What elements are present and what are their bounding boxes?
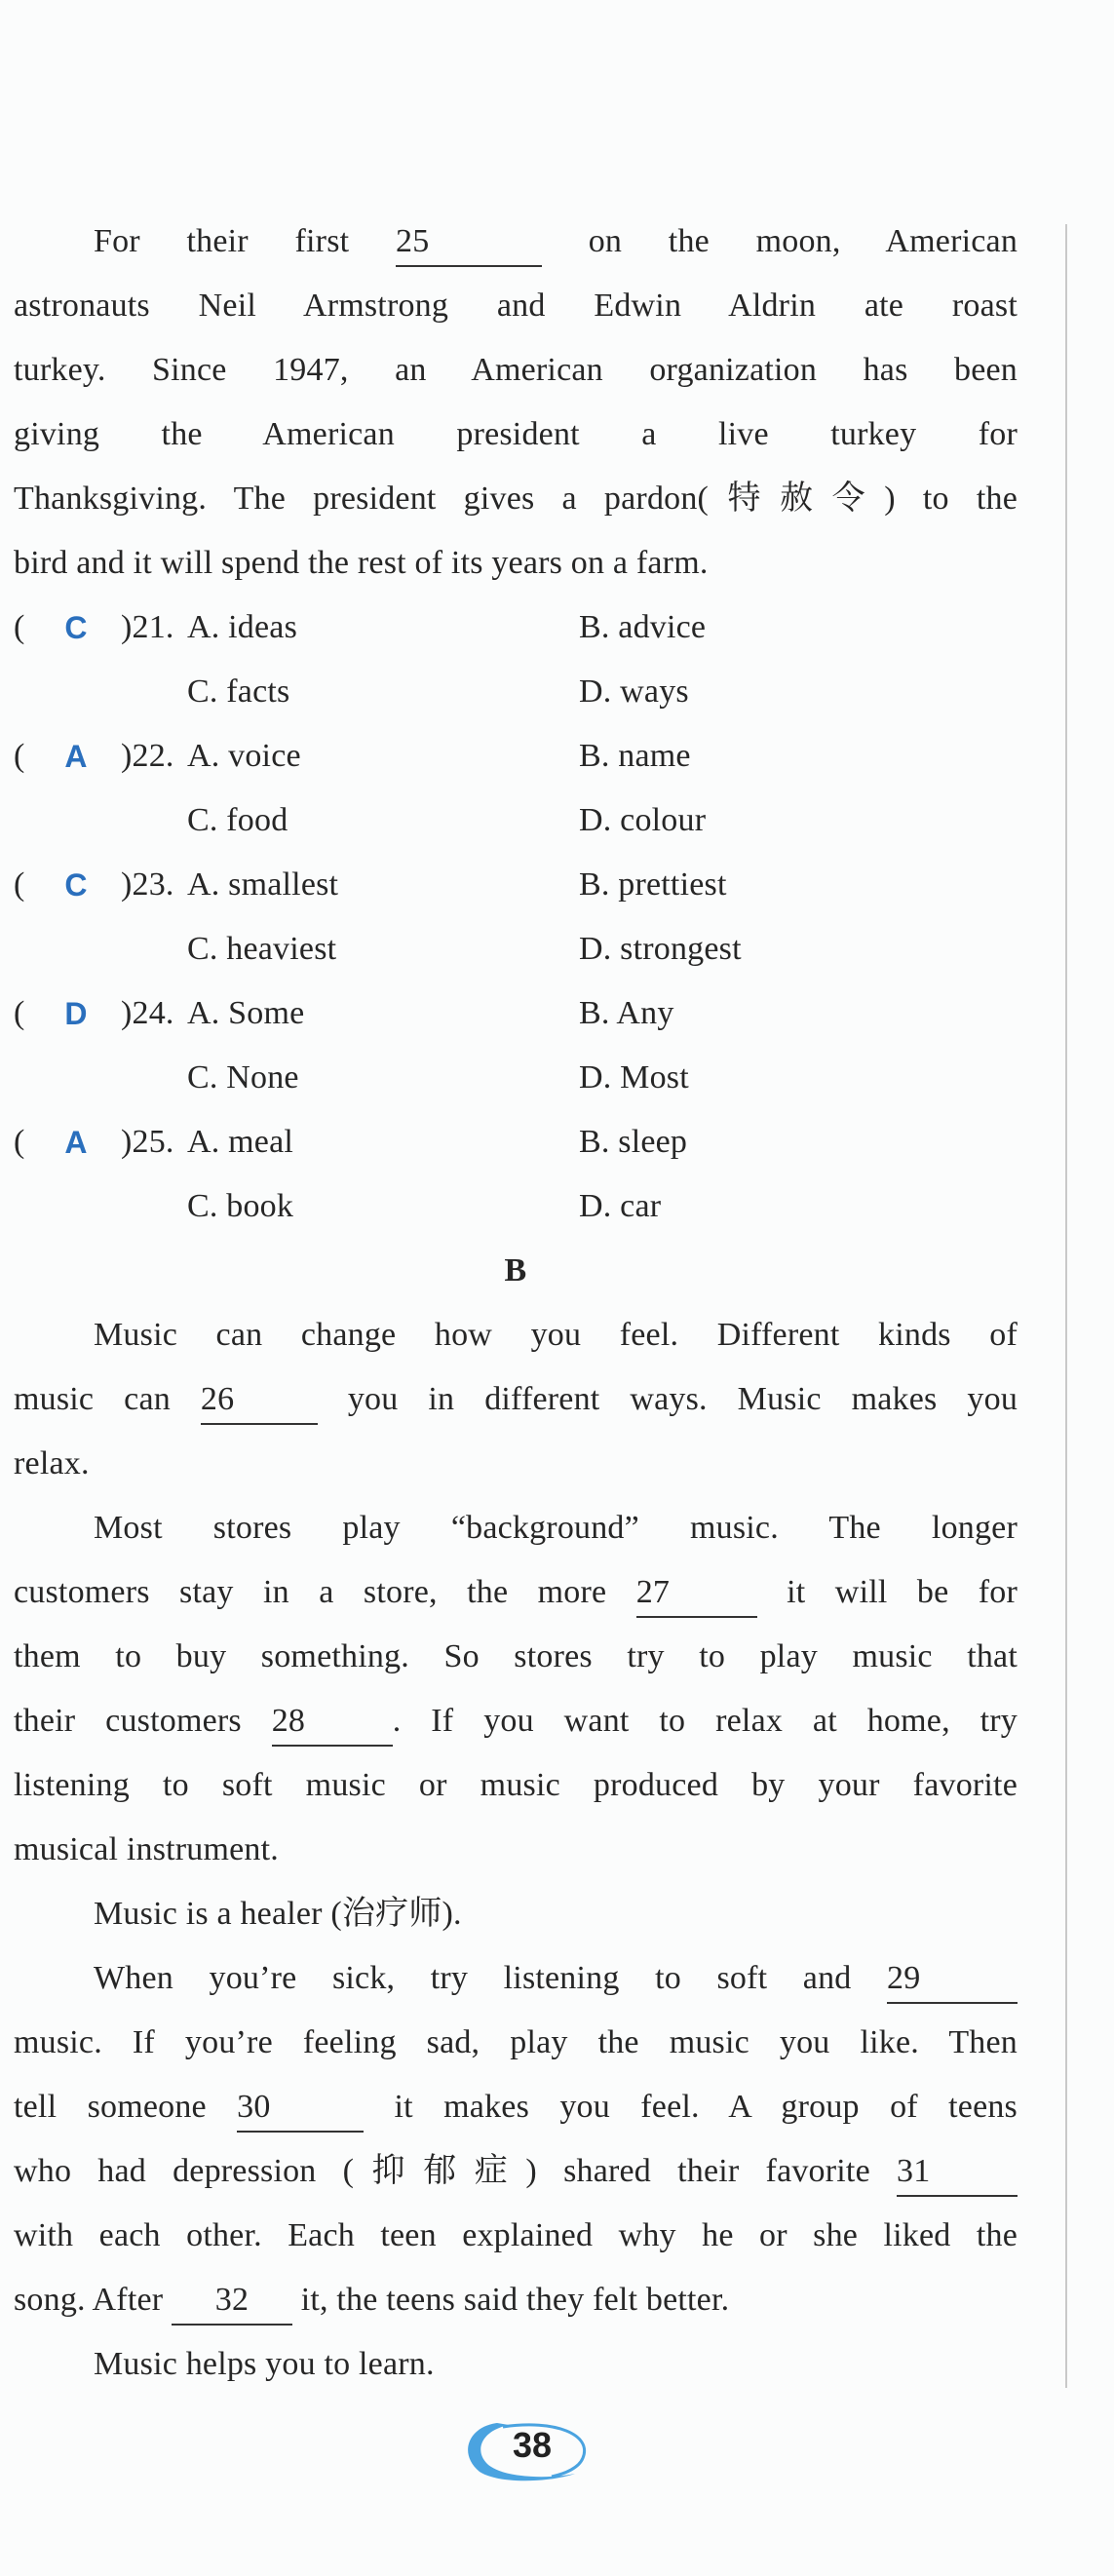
answer-mark: D bbox=[64, 996, 88, 1031]
option-d[interactable]: D. car bbox=[579, 1188, 662, 1224]
answer-mark: C bbox=[64, 610, 88, 645]
paragraph-line: music can 26 you in different ways. Music makes you bbox=[14, 1367, 1018, 1432]
passage-b bbox=[14, 1239, 1018, 2397]
blank-25[interactable]: 25 bbox=[396, 220, 542, 267]
option-c[interactable]: C. heaviest bbox=[187, 931, 337, 967]
option-a[interactable]: A. meal bbox=[187, 1124, 294, 1160]
question-22: ( A )22. A. voice B. name C. food D. colour bbox=[14, 724, 1018, 853]
question-23: ( C )23. A. smallest B. prettiest C. heaviest D. strongest bbox=[14, 853, 1018, 981]
option-b[interactable]: B. sleep bbox=[579, 1124, 688, 1160]
question-number: )24. bbox=[121, 995, 174, 1031]
blank-29[interactable]: 29 bbox=[887, 1957, 1018, 2004]
question-24: ( D )24. A. Some B. Any C. None D. Most bbox=[14, 981, 1018, 1110]
passage-a-line: For their first 25 on the moon, American bbox=[14, 210, 1018, 274]
paragraph-line: Music is a healer (治疗师). bbox=[94, 1896, 462, 1932]
option-d[interactable]: D. ways bbox=[579, 673, 689, 710]
question-21: ( C )21. A. ideas B. advice C. facts D. ways bbox=[14, 596, 1018, 724]
option-a[interactable]: A. ideas bbox=[187, 609, 298, 645]
paragraph-line: musical instrument. bbox=[14, 1831, 279, 1867]
option-b[interactable]: B. Any bbox=[579, 995, 674, 1031]
paragraph-line: their customers 28 . If you want to relax at home, try bbox=[14, 1689, 1018, 1753]
paragraph-line: Music can change how you feel. Different kinds of bbox=[94, 1317, 1018, 1353]
page-number: 38 bbox=[513, 2425, 553, 2465]
blank-32[interactable]: 32 bbox=[172, 2279, 292, 2326]
question-25: ( A )25. A. meal B. sleep C. book D. car bbox=[14, 1110, 1018, 1239]
option-b[interactable]: B. prettiest bbox=[579, 866, 727, 903]
paragraph-line: music. If you’re feeling sad, play the music you like. Then bbox=[14, 2024, 1018, 2060]
question-number: )22. bbox=[121, 738, 174, 774]
option-a[interactable]: A. voice bbox=[187, 738, 301, 774]
passage-a-line: Thanksgiving. The president gives a pardon(特赦令) to the bbox=[14, 481, 1018, 517]
paragraph-line: who had depression (抑郁症) shared their favorite 31 bbox=[14, 2139, 1018, 2204]
option-c[interactable]: C. None bbox=[187, 1059, 299, 1096]
page-number-badge bbox=[458, 2415, 595, 2485]
answer-mark: C bbox=[64, 867, 88, 903]
answer-mark: A bbox=[64, 739, 88, 774]
paragraph-line: listening to soft music or music produced by your favorite bbox=[14, 1767, 1018, 1803]
paragraph-line: Most stores play “background” music. The longer bbox=[94, 1510, 1018, 1546]
paragraph-line: relax. bbox=[14, 1445, 90, 1481]
option-b[interactable]: B. name bbox=[579, 738, 691, 774]
blank-26[interactable]: 26 bbox=[201, 1378, 318, 1425]
passage-a-line: astronauts Neil Armstrong and Edwin Aldrin ate roast bbox=[14, 288, 1018, 324]
option-c[interactable]: C. food bbox=[187, 802, 288, 838]
option-a[interactable]: A. Some bbox=[187, 995, 305, 1031]
passage-a-line: turkey. Since 1947, an American organization has been bbox=[14, 352, 1018, 388]
question-number: )25. bbox=[121, 1124, 174, 1160]
paragraph-line: Music helps you to learn. bbox=[94, 2346, 435, 2382]
question-list bbox=[14, 596, 1018, 1239]
question-number: )21. bbox=[121, 609, 174, 645]
option-d[interactable]: D. Most bbox=[579, 1059, 689, 1096]
paragraph-line: tell someone 30 it makes you feel. A group of teens bbox=[14, 2075, 1018, 2139]
blank-30[interactable]: 30 bbox=[237, 2086, 364, 2133]
option-a[interactable]: A. smallest bbox=[187, 866, 339, 903]
section-heading: B bbox=[504, 1252, 527, 1288]
option-c[interactable]: C. book bbox=[187, 1188, 294, 1224]
option-d[interactable]: D. colour bbox=[579, 802, 707, 838]
paragraph-line: them to buy something. So stores try to play music that bbox=[14, 1638, 1018, 1674]
paragraph-line: When you’re sick, try listening to soft and 29 bbox=[14, 1946, 1018, 2011]
option-b[interactable]: B. advice bbox=[579, 609, 707, 645]
blank-27[interactable]: 27 bbox=[636, 1571, 757, 1618]
option-d[interactable]: D. strongest bbox=[579, 931, 742, 967]
passage-a-line: bird and it will spend the rest of its years on a farm. bbox=[14, 545, 709, 581]
passage-a-line: giving the American president a live turkey for bbox=[14, 416, 1018, 452]
paragraph-line: with each other. Each teen explained why he or she liked the bbox=[14, 2217, 1018, 2253]
paragraph-line: song. After 32 it, the teens said they felt better. bbox=[14, 2268, 1018, 2332]
column-divider bbox=[1065, 224, 1067, 2388]
paragraph-line: customers stay in a store, the more 27 it will be for bbox=[14, 1560, 1018, 1625]
passage-a bbox=[14, 210, 1018, 596]
blank-28[interactable]: 28 bbox=[272, 1700, 393, 1747]
question-number: )23. bbox=[121, 866, 174, 903]
option-c[interactable]: C. facts bbox=[187, 673, 290, 710]
answer-mark: A bbox=[64, 1125, 88, 1160]
blank-31[interactable]: 31 bbox=[897, 2150, 1018, 2197]
